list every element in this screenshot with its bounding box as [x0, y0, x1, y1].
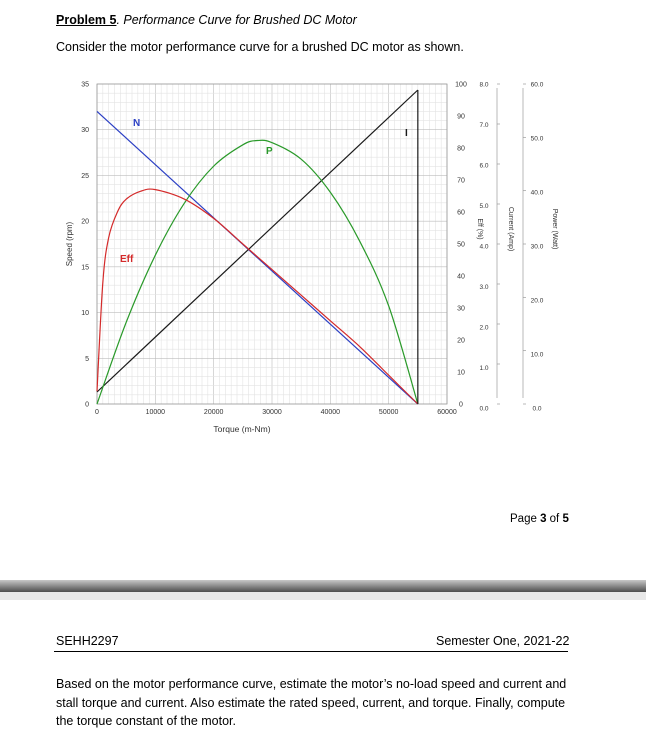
right-axis-tick-label: 8.0: [479, 81, 489, 89]
right-axis-tick-label: 0.0: [479, 405, 489, 413]
course-code: SEHH2297: [56, 634, 119, 648]
page-current: 3: [540, 513, 547, 525]
x-tick-label: 0: [95, 409, 99, 416]
right-axis-tick-label: 50.0: [530, 135, 544, 143]
right-axis-tick-label: 2.0: [479, 324, 489, 332]
x-tick-label: 40000: [320, 409, 341, 416]
right-axis-tick-label: 50: [457, 241, 465, 249]
x-tick-label: 30000: [262, 409, 282, 416]
semester-label: Semester One, 2021-22: [436, 634, 570, 648]
right-axis-tick-label: 1.0: [479, 365, 489, 372]
x-axis-label: Torque (m-Nm): [213, 424, 271, 434]
y-tick-label: 10: [81, 310, 89, 318]
x-tick-label: 60000: [437, 409, 457, 416]
motor-performance-chart: [0, 70, 646, 440]
x-tick-label: 10000: [145, 409, 166, 416]
x-tick-label: 20000: [203, 409, 224, 416]
right-axis-tick-label: 40.0: [530, 189, 544, 197]
problem-label: Problem 5: [56, 13, 117, 27]
right-axis-tick-label: 0.0: [532, 405, 542, 413]
series-label-n: N: [133, 118, 141, 129]
right-axis-tick-label: 90: [457, 113, 465, 121]
right-axis-tick-label: 5.0: [479, 203, 489, 210]
y-axis-label: Speed (rpm): [65, 221, 74, 267]
right-axis-tick-label: 70: [457, 177, 465, 185]
page-label-prefix: Page: [510, 513, 541, 525]
y-tick-label: 15: [81, 264, 89, 272]
current-axis-label: Current (Amp): [507, 206, 514, 252]
power-axis-label: Power (Watt): [551, 208, 558, 250]
intro-text: Consider the motor performance curve for a brushed DC motor as shown.: [56, 40, 464, 54]
right-axis-tick-label: 20.0: [530, 297, 544, 305]
question-text: Based on the motor performance curve, estimate the motor’s no-load speed and current and stall torque and current. Also estimate the rated speed, current, and torque. Finally, compute the torque constant of the motor.: [56, 677, 567, 728]
series-label-i: I: [405, 128, 408, 139]
efficiency-axis-label: Eff (%): [476, 218, 483, 240]
y-tick-label: 0: [85, 401, 89, 409]
right-axis-tick-label: 100: [455, 81, 467, 89]
page-number: [510, 513, 569, 525]
series-line-p: [97, 140, 418, 404]
right-axis-tick-label: 4.0: [479, 243, 489, 251]
right-axis-tick-label: 30.0: [530, 243, 544, 251]
series-label-p: P: [266, 146, 273, 157]
x-tick-label: 50000: [378, 409, 399, 416]
page-label-mid: of: [546, 513, 563, 525]
right-axis-tick-label: 20: [457, 337, 465, 345]
right-axis-tick-label: 10: [457, 369, 465, 377]
y-tick-label: 25: [81, 172, 89, 180]
page-break-gap: [0, 592, 646, 600]
y-tick-label: 35: [81, 81, 89, 89]
right-axis-tick-label: 80: [457, 145, 465, 153]
y-tick-label: 5: [85, 355, 89, 363]
series-line-i: [97, 90, 418, 392]
footer-rule: [54, 651, 568, 652]
right-axis-tick-label: 6.0: [479, 162, 489, 170]
right-axis-tick-label: 7.0: [479, 122, 489, 129]
page-break-bar: [0, 580, 646, 592]
right-axis-tick-label: 40: [457, 273, 465, 281]
problem-title: [56, 13, 357, 27]
right-axis-tick-label: 60.0: [530, 81, 544, 89]
page-total: 5: [562, 513, 569, 525]
right-axis-tick-label: 10.0: [530, 351, 544, 359]
right-axis-tick-label: 60: [457, 209, 465, 217]
right-axis-tick-label: 0: [459, 401, 463, 409]
right-axis-tick-label: 3.0: [479, 284, 489, 291]
y-tick-label: 20: [81, 218, 89, 226]
y-tick-label: 30: [81, 127, 89, 135]
series-label-eff: Eff: [120, 254, 134, 265]
right-axis-tick-label: 30: [457, 305, 465, 313]
problem-title-text: . Performance Curve for Brushed DC Motor: [116, 13, 357, 27]
